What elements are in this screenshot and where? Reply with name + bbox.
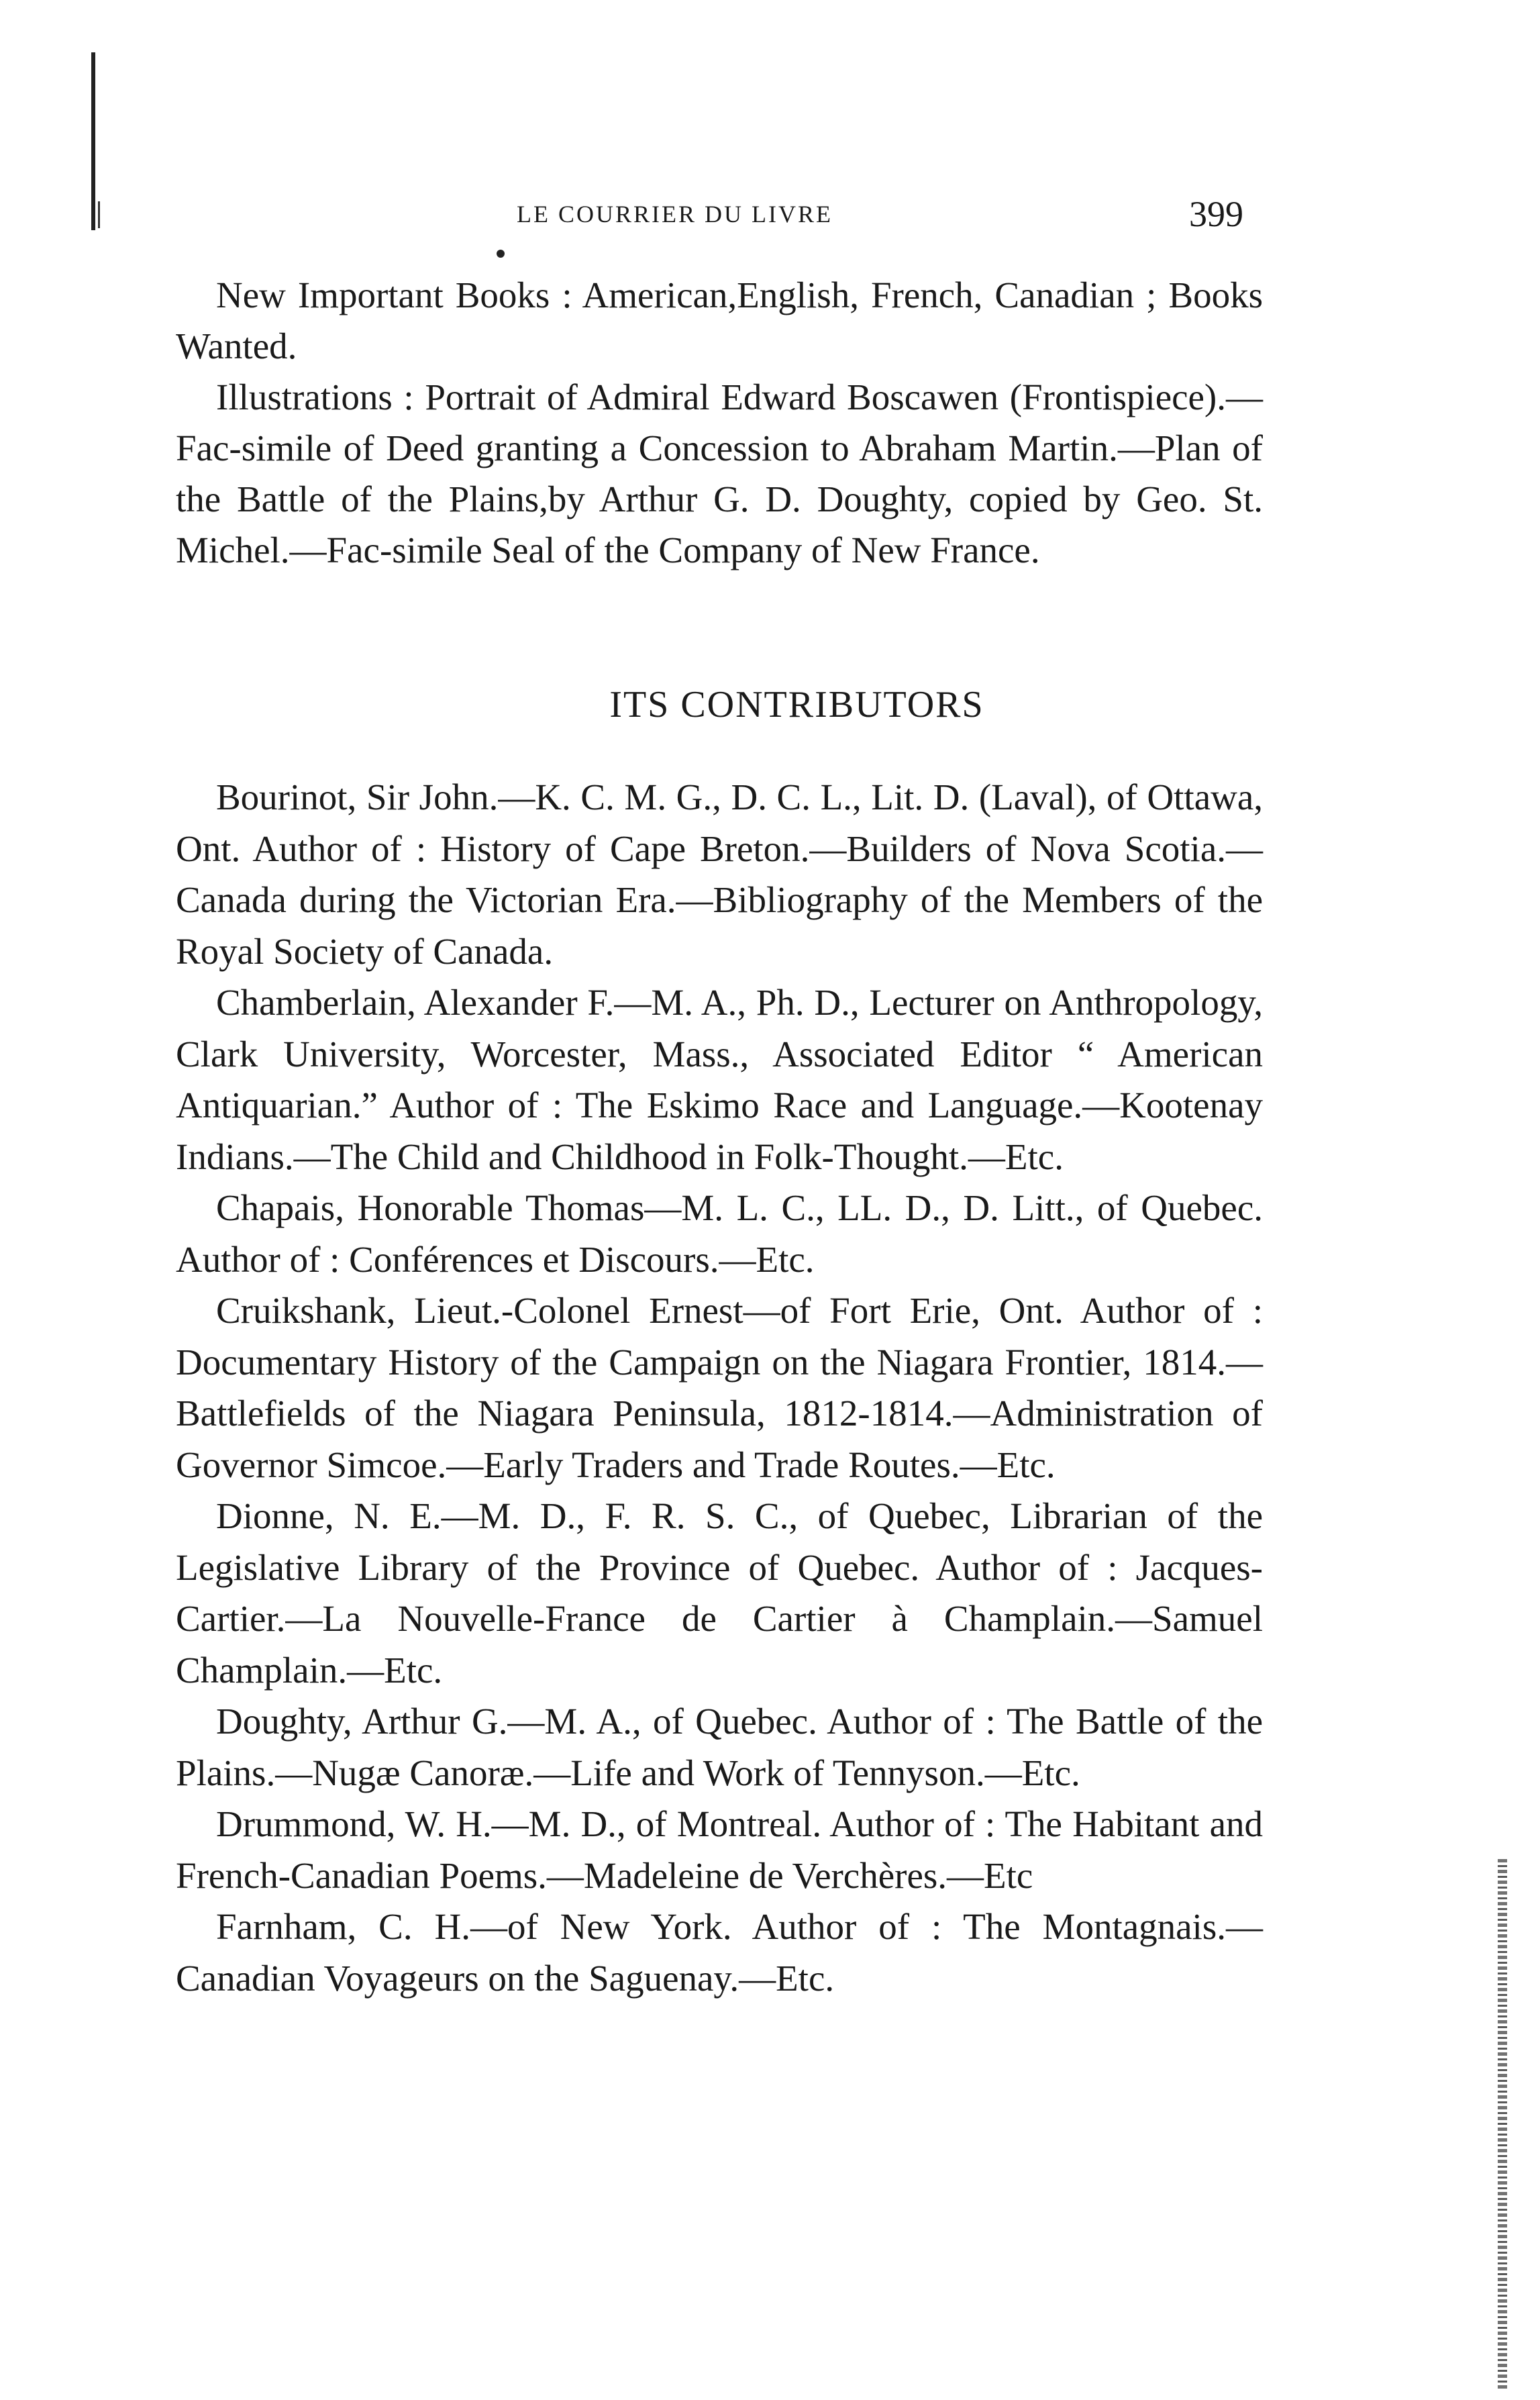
right-edge-binding (1498, 1859, 1507, 2389)
page-number: 399 (1189, 194, 1243, 234)
ink-dot (497, 250, 505, 258)
contributor-entry: Dionne, N. E.—M. D., F. R. S. C., of Quebec, Librarian of the Legislative Library of the Province of Quebec. Author of : Jacques-Cartier.—La Nouvelle-France de Cartier à Champlain.—Samuel Champlain.—Etc. (176, 1495, 1263, 1691)
left-margin-rule (91, 52, 95, 230)
contributor-entry: Chamberlain, Alexander F.—M. A., Ph. D., Lecturer on Anthropology, Clark University, Worcester, Mass., Associated Editor “ American Antiquarian.” Author of : The Eskimo Race and Language.—Kootenay Indians.—The Child and Childhood in Folk-Thought.—Etc. (176, 982, 1263, 1177)
contributor-entry: Farnham, C. H.—of New York. Author of : The Montagnais.—Canadian Voyageurs on the Saguenay.—Etc. (176, 1906, 1263, 1999)
contributor-entry: Doughty, Arthur G.—M. A., of Quebec. Author of : The Battle of the Plains.—Nugæ Canoræ.—Life and Work of Tennyson.—Etc. (176, 1701, 1263, 1793)
intro-paragraph-new-books: New Important Books : American,English, French, Canadian ; Books Wanted. (176, 274, 1263, 366)
contributors-list (176, 772, 1263, 2004)
intro-paragraph-illustrations: Illustrations : Portrait of Admiral Edward Boscawen (Frontispiece).—Fac-simile of Deed granting a Concession to Abraham Martin.—Plan of the Battle of the Plains,by Arthur G. D. Doughty, copied by Geo. St. Michel.—Fac-simile Seal of the Company of New France. (176, 377, 1263, 570)
running-head: LE COURRIER DU LIVRE (517, 201, 833, 228)
contributor-entry: Cruikshank, Lieut.-Colonel Ernest—of Fort Erie, Ont. Author of : Documentary History of the Campaign on the Niagara Frontier, 1814.—Battlefields of the Niagara Peninsula, 1812-1814.—Administration of Governor Simcoe.—Early Traders and Trade Routes.—Etc. (176, 1290, 1263, 1485)
left-margin-mark (98, 201, 100, 228)
contributor-entry: Chapais, Honorable Thomas—M. L. C., LL. D., D. Litt., of Quebec. Author of : Conférences et Discours.—Etc. (176, 1187, 1263, 1280)
section-heading: ITS CONTRIBUTORS (609, 684, 984, 726)
contributor-entry: Drummond, W. H.—M. D., of Montreal. Author of : The Habitant and French-Canadian Poems.—Madeleine de Verchères.—Etc (176, 1803, 1263, 1896)
contributor-entry: Bourinot, Sir John.—K. C. M. G., D. C. L., Lit. D. (Laval), of Ottawa, Ont. Author of : History of Cape Breton.—Builders of Nova Scotia.—Canada during the Victorian Era.—Bibliography of the Members of the Royal Society of Canada. (176, 777, 1263, 972)
